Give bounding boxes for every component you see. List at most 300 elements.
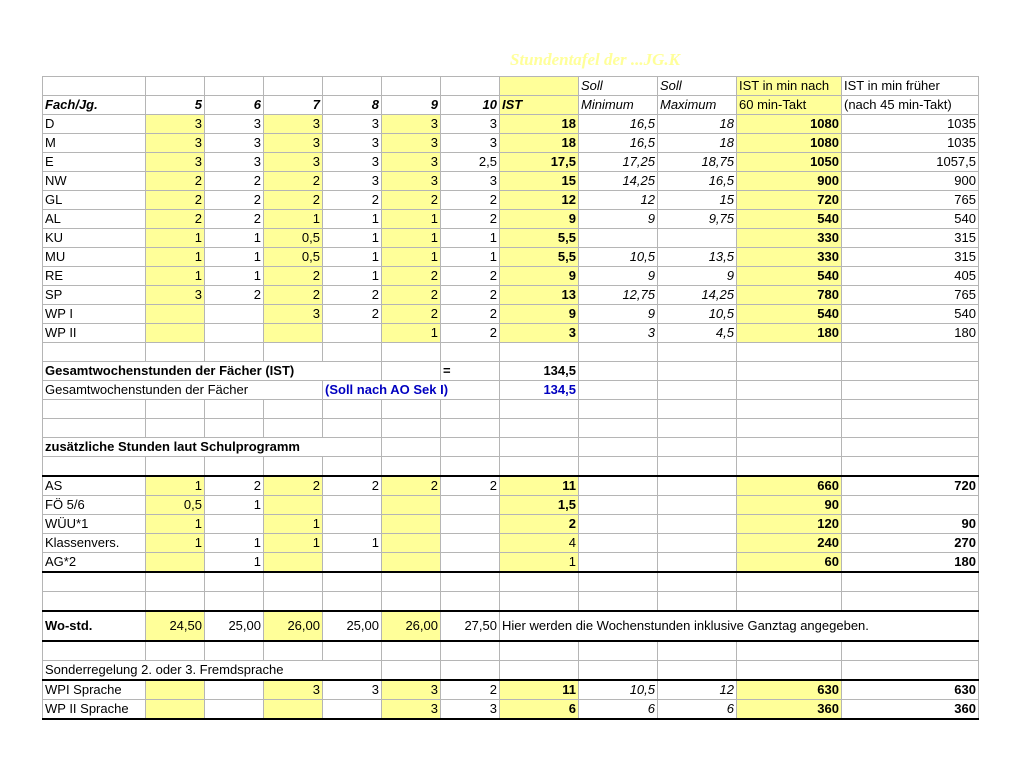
empty-cell[interactable] xyxy=(43,400,146,419)
total-soll-value[interactable]: 134,5 xyxy=(500,381,579,400)
empty-cell[interactable] xyxy=(842,419,979,438)
subject-name[interactable]: WP II xyxy=(43,324,146,343)
grade-hours[interactable]: 1 xyxy=(264,534,323,553)
grade-hours[interactable]: 3 xyxy=(323,680,382,700)
grade-hours[interactable]: 3 xyxy=(205,115,264,134)
ist-min-60[interactable]: 1050 xyxy=(737,153,842,172)
grade-hours[interactable] xyxy=(146,305,205,324)
grade-hours[interactable]: 3 xyxy=(146,153,205,172)
empty-cell[interactable] xyxy=(441,343,500,362)
wostd-value[interactable]: 27,50 xyxy=(441,611,500,641)
empty-cell[interactable] xyxy=(737,572,842,592)
empty-cell[interactable] xyxy=(264,457,323,477)
subject-name[interactable]: E xyxy=(43,153,146,172)
empty-cell[interactable] xyxy=(264,641,323,661)
grade-hours[interactable]: 3 xyxy=(441,700,500,720)
ist-min-60[interactable]: 120 xyxy=(737,515,842,534)
grade-hours[interactable]: 2 xyxy=(205,191,264,210)
grade-hours[interactable]: 2 xyxy=(205,210,264,229)
grade-hours[interactable] xyxy=(323,496,382,515)
empty-cell[interactable] xyxy=(737,457,842,477)
soll-min[interactable]: 3 xyxy=(579,324,658,343)
empty-cell[interactable] xyxy=(323,457,382,477)
ist-min-60[interactable]: 540 xyxy=(737,267,842,286)
total-ist-value[interactable]: 134,5 xyxy=(500,362,579,381)
ist-min-45[interactable]: 360 xyxy=(842,700,979,720)
wostd-label[interactable]: Wo-std. xyxy=(43,611,146,641)
grade-hours[interactable]: 3 xyxy=(205,134,264,153)
empty-cell[interactable] xyxy=(579,592,658,612)
soll-min[interactable]: 10,5 xyxy=(579,248,658,267)
extra-name[interactable]: AG*2 xyxy=(43,553,146,573)
grade-hours[interactable]: 1 xyxy=(382,324,441,343)
grade-hours[interactable]: 2 xyxy=(323,286,382,305)
grade-hours[interactable]: 2 xyxy=(382,191,441,210)
empty-cell[interactable] xyxy=(500,419,579,438)
empty-cell[interactable] xyxy=(323,419,382,438)
grade-hours[interactable]: 1 xyxy=(264,515,323,534)
subject-name[interactable]: MU xyxy=(43,248,146,267)
empty-cell[interactable] xyxy=(842,381,979,400)
ist-total[interactable]: 9 xyxy=(500,267,579,286)
empty-cell[interactable] xyxy=(842,438,979,457)
soll-max[interactable]: 18,75 xyxy=(658,153,737,172)
empty-cell[interactable] xyxy=(579,553,658,573)
empty-cell[interactable] xyxy=(382,592,441,612)
header-ist60[interactable]: 60 min-Takt xyxy=(737,96,842,115)
grade-hours[interactable] xyxy=(382,534,441,553)
empty-cell[interactable] xyxy=(658,400,737,419)
wostd-value[interactable]: 26,00 xyxy=(264,611,323,641)
empty-cell[interactable] xyxy=(842,343,979,362)
empty-cell[interactable] xyxy=(500,457,579,477)
grade-hours[interactable] xyxy=(205,680,264,700)
grade-hours[interactable]: 1 xyxy=(146,534,205,553)
subject-name[interactable]: RE xyxy=(43,267,146,286)
grade-hours[interactable]: 1 xyxy=(382,229,441,248)
empty-cell[interactable] xyxy=(264,592,323,612)
grade-hours[interactable]: 3 xyxy=(382,700,441,720)
grade-hours[interactable]: 3 xyxy=(264,305,323,324)
empty-cell[interactable] xyxy=(205,419,264,438)
soll-max[interactable]: 14,25 xyxy=(658,286,737,305)
empty-cell[interactable] xyxy=(842,661,979,681)
empty-cell[interactable] xyxy=(658,553,737,573)
grade-hours[interactable]: 2 xyxy=(382,267,441,286)
empty-cell[interactable] xyxy=(579,534,658,553)
grade-hours[interactable]: 2 xyxy=(441,305,500,324)
ist-total[interactable]: 9 xyxy=(500,210,579,229)
empty-cell[interactable] xyxy=(658,362,737,381)
extra-name[interactable]: FÖ 5/6 xyxy=(43,496,146,515)
soll-min[interactable]: 16,5 xyxy=(579,134,658,153)
soll-min[interactable]: 14,25 xyxy=(579,172,658,191)
header-ist[interactable]: IST xyxy=(500,96,579,115)
subject-name[interactable]: SP xyxy=(43,286,146,305)
header-empty[interactable] xyxy=(441,77,500,96)
grade-hours[interactable]: 2 xyxy=(264,267,323,286)
empty-cell[interactable] xyxy=(842,641,979,661)
empty-cell[interactable] xyxy=(579,515,658,534)
soll-min[interactable]: 17,25 xyxy=(579,153,658,172)
total-soll-note[interactable]: (Soll nach AO Sek I) xyxy=(323,381,500,400)
empty-cell[interactable] xyxy=(579,496,658,515)
grade-hours[interactable]: 1 xyxy=(205,229,264,248)
grade-hours[interactable] xyxy=(205,324,264,343)
ist-min-60[interactable]: 1080 xyxy=(737,115,842,134)
ist-min-60[interactable]: 630 xyxy=(737,680,842,700)
header-empty[interactable] xyxy=(323,77,382,96)
empty-cell[interactable] xyxy=(737,592,842,612)
grade-hours[interactable]: 2 xyxy=(323,191,382,210)
grade-hours[interactable] xyxy=(146,324,205,343)
empty-cell[interactable] xyxy=(382,419,441,438)
empty-cell[interactable] xyxy=(842,457,979,477)
grade-hours[interactable]: 2 xyxy=(205,476,264,496)
grade-hours[interactable]: 2 xyxy=(264,172,323,191)
grade-hours[interactable]: 2 xyxy=(323,476,382,496)
empty-cell[interactable] xyxy=(146,400,205,419)
grade-hours[interactable]: 2 xyxy=(441,267,500,286)
ist-total[interactable]: 1 xyxy=(500,553,579,573)
grade-hours[interactable] xyxy=(323,700,382,720)
sonder-name[interactable]: WPI Sprache xyxy=(43,680,146,700)
grade-hours[interactable]: 3 xyxy=(146,115,205,134)
empty-cell[interactable] xyxy=(579,381,658,400)
empty-cell[interactable] xyxy=(264,343,323,362)
empty-cell[interactable] xyxy=(43,457,146,477)
subject-name[interactable]: WP I xyxy=(43,305,146,324)
subject-name[interactable]: M xyxy=(43,134,146,153)
grade-hours[interactable]: 1 xyxy=(323,534,382,553)
grade-hours[interactable]: 1 xyxy=(441,248,500,267)
grade-hours[interactable]: 1 xyxy=(323,229,382,248)
header-grade-8[interactable]: 8 xyxy=(323,96,382,115)
header-grade-7[interactable]: 7 xyxy=(264,96,323,115)
ist-total[interactable]: 3 xyxy=(500,324,579,343)
empty-cell[interactable] xyxy=(658,641,737,661)
ist-min-60[interactable]: 240 xyxy=(737,534,842,553)
empty-cell[interactable] xyxy=(737,400,842,419)
grade-hours[interactable]: 3 xyxy=(205,153,264,172)
empty-cell[interactable] xyxy=(441,457,500,477)
grade-hours[interactable]: 3 xyxy=(441,172,500,191)
grade-hours[interactable] xyxy=(441,534,500,553)
grade-hours[interactable]: 2 xyxy=(323,305,382,324)
empty-cell[interactable] xyxy=(658,419,737,438)
grade-hours[interactable]: 1 xyxy=(441,229,500,248)
grade-hours[interactable] xyxy=(323,324,382,343)
soll-min[interactable]: 10,5 xyxy=(579,680,658,700)
header-empty[interactable] xyxy=(382,77,441,96)
grade-hours[interactable]: 3 xyxy=(264,115,323,134)
empty-cell[interactable] xyxy=(382,457,441,477)
header-grade-5[interactable]: 5 xyxy=(146,96,205,115)
grade-hours[interactable] xyxy=(205,515,264,534)
grade-hours[interactable]: 3 xyxy=(323,153,382,172)
grade-hours[interactable]: 2 xyxy=(441,191,500,210)
empty-cell[interactable] xyxy=(658,572,737,592)
soll-max[interactable]: 9 xyxy=(658,267,737,286)
header-grade-6[interactable]: 6 xyxy=(205,96,264,115)
ist-min-60[interactable]: 660 xyxy=(737,476,842,496)
grade-hours[interactable]: 2 xyxy=(441,324,500,343)
ist-min-45[interactable]: 1057,5 xyxy=(842,153,979,172)
empty-cell[interactable] xyxy=(737,343,842,362)
wostd-value[interactable]: 24,50 xyxy=(146,611,205,641)
ist-min-45[interactable]: 180 xyxy=(842,553,979,573)
header-ist60[interactable]: IST in min nach xyxy=(737,77,842,96)
ist-min-60[interactable]: 60 xyxy=(737,553,842,573)
grade-hours[interactable]: 1 xyxy=(146,229,205,248)
grade-hours[interactable] xyxy=(264,496,323,515)
grade-hours[interactable] xyxy=(146,680,205,700)
empty-cell[interactable] xyxy=(737,362,842,381)
grade-hours[interactable]: 1 xyxy=(323,210,382,229)
subject-name[interactable]: AL xyxy=(43,210,146,229)
grade-hours[interactable] xyxy=(323,515,382,534)
ist-total[interactable]: 18 xyxy=(500,134,579,153)
header-empty[interactable] xyxy=(500,77,579,96)
ist-min-45[interactable]: 720 xyxy=(842,476,979,496)
grade-hours[interactable]: 1 xyxy=(205,267,264,286)
empty-cell[interactable] xyxy=(146,419,205,438)
grade-hours[interactable]: 0,5 xyxy=(264,248,323,267)
grade-hours[interactable]: 3 xyxy=(264,680,323,700)
grade-hours[interactable]: 0,5 xyxy=(264,229,323,248)
empty-cell[interactable] xyxy=(658,496,737,515)
wostd-value[interactable]: 25,00 xyxy=(323,611,382,641)
empty-cell[interactable] xyxy=(205,343,264,362)
grade-hours[interactable] xyxy=(323,553,382,573)
grade-hours[interactable] xyxy=(264,700,323,720)
header-grade-9[interactable]: 9 xyxy=(382,96,441,115)
ist-total[interactable]: 11 xyxy=(500,680,579,700)
extra-name[interactable]: WÜU*1 xyxy=(43,515,146,534)
ist-total[interactable]: 15 xyxy=(500,172,579,191)
empty-cell[interactable] xyxy=(500,400,579,419)
grade-hours[interactable]: 3 xyxy=(382,115,441,134)
empty-cell[interactable] xyxy=(579,419,658,438)
empty-cell[interactable] xyxy=(500,592,579,612)
soll-max[interactable]: 13,5 xyxy=(658,248,737,267)
empty-cell[interactable] xyxy=(205,592,264,612)
grade-hours[interactable]: 3 xyxy=(441,134,500,153)
grade-hours[interactable]: 2,5 xyxy=(441,153,500,172)
subject-name[interactable]: GL xyxy=(43,191,146,210)
ist-total[interactable]: 9 xyxy=(500,305,579,324)
ist-min-45[interactable]: 540 xyxy=(842,305,979,324)
ist-total[interactable]: 17,5 xyxy=(500,153,579,172)
grade-hours[interactable]: 2 xyxy=(382,476,441,496)
empty-cell[interactable] xyxy=(146,641,205,661)
grade-hours[interactable] xyxy=(205,700,264,720)
grade-hours[interactable]: 2 xyxy=(264,191,323,210)
grade-hours[interactable]: 3 xyxy=(382,680,441,700)
empty-cell[interactable] xyxy=(737,438,842,457)
ist-min-60[interactable]: 540 xyxy=(737,210,842,229)
wostd-value[interactable]: 26,00 xyxy=(382,611,441,641)
soll-min[interactable]: 9 xyxy=(579,267,658,286)
grade-hours[interactable]: 0,5 xyxy=(146,496,205,515)
empty-cell[interactable] xyxy=(842,592,979,612)
empty-cell[interactable] xyxy=(500,641,579,661)
empty-cell[interactable] xyxy=(658,534,737,553)
ist-total[interactable]: 5,5 xyxy=(500,229,579,248)
ist-min-60[interactable]: 540 xyxy=(737,305,842,324)
subject-name[interactable]: D xyxy=(43,115,146,134)
empty-cell[interactable] xyxy=(500,438,579,457)
grade-hours[interactable]: 3 xyxy=(146,134,205,153)
ist-min-45[interactable]: 765 xyxy=(842,191,979,210)
empty-cell[interactable] xyxy=(205,400,264,419)
header-soll-max[interactable]: Soll xyxy=(658,77,737,96)
empty-cell[interactable] xyxy=(146,457,205,477)
grade-hours[interactable]: 3 xyxy=(382,172,441,191)
grade-hours[interactable] xyxy=(382,496,441,515)
grade-hours[interactable] xyxy=(382,553,441,573)
soll-max[interactable]: 10,5 xyxy=(658,305,737,324)
ist-min-45[interactable]: 1035 xyxy=(842,115,979,134)
wostd-note[interactable]: Hier werden die Wochenstunden inklusive Ganztag angegeben. xyxy=(500,611,979,641)
soll-min[interactable]: 12 xyxy=(579,191,658,210)
grade-hours[interactable] xyxy=(146,553,205,573)
ist-min-45[interactable]: 900 xyxy=(842,172,979,191)
grade-hours[interactable]: 1 xyxy=(205,534,264,553)
empty-cell[interactable] xyxy=(579,476,658,496)
soll-min[interactable] xyxy=(579,229,658,248)
grade-hours[interactable]: 3 xyxy=(323,172,382,191)
empty-cell[interactable] xyxy=(500,343,579,362)
soll-max[interactable]: 12 xyxy=(658,680,737,700)
empty-cell[interactable] xyxy=(382,641,441,661)
grade-hours[interactable] xyxy=(146,700,205,720)
empty-cell[interactable] xyxy=(500,661,579,681)
empty-cell[interactable] xyxy=(737,419,842,438)
ist-min-45[interactable]: 540 xyxy=(842,210,979,229)
ist-total[interactable]: 12 xyxy=(500,191,579,210)
header-empty[interactable] xyxy=(146,77,205,96)
empty-cell[interactable] xyxy=(441,572,500,592)
header-ist45[interactable]: (nach 45 min-Takt) xyxy=(842,96,979,115)
grade-hours[interactable]: 3 xyxy=(382,153,441,172)
ist-min-60[interactable]: 180 xyxy=(737,324,842,343)
ist-min-45[interactable]: 315 xyxy=(842,248,979,267)
empty-cell[interactable] xyxy=(382,400,441,419)
ist-total[interactable]: 2 xyxy=(500,515,579,534)
grade-hours[interactable]: 1 xyxy=(323,267,382,286)
sonder-heading[interactable]: Sonderregelung 2. oder 3. Fremdsprache xyxy=(43,661,382,681)
header-empty[interactable] xyxy=(264,77,323,96)
empty-cell[interactable] xyxy=(658,661,737,681)
empty-cell[interactable] xyxy=(441,419,500,438)
soll-max[interactable] xyxy=(658,229,737,248)
empty-cell[interactable] xyxy=(658,476,737,496)
sonder-name[interactable]: WP II Sprache xyxy=(43,700,146,720)
grade-hours[interactable] xyxy=(441,553,500,573)
empty-cell[interactable] xyxy=(323,572,382,592)
empty-cell[interactable] xyxy=(382,362,441,381)
extra-name[interactable]: Klassenvers. xyxy=(43,534,146,553)
grade-hours[interactable]: 3 xyxy=(323,115,382,134)
empty-cell[interactable] xyxy=(323,592,382,612)
ist-min-60[interactable]: 900 xyxy=(737,172,842,191)
subject-name[interactable]: NW xyxy=(43,172,146,191)
grade-hours[interactable] xyxy=(441,515,500,534)
total-soll-label[interactable]: Gesamtwochenstunden der Fächer xyxy=(43,381,323,400)
grade-hours[interactable]: 3 xyxy=(382,134,441,153)
ist-min-45[interactable]: 405 xyxy=(842,267,979,286)
soll-max[interactable]: 18 xyxy=(658,115,737,134)
soll-max[interactable]: 15 xyxy=(658,191,737,210)
grade-hours[interactable]: 3 xyxy=(146,286,205,305)
soll-min[interactable]: 9 xyxy=(579,210,658,229)
empty-cell[interactable] xyxy=(146,572,205,592)
grade-hours[interactable]: 1 xyxy=(205,553,264,573)
ist-min-60[interactable]: 1080 xyxy=(737,134,842,153)
empty-cell[interactable] xyxy=(737,641,842,661)
grade-hours[interactable]: 2 xyxy=(382,305,441,324)
ist-min-45[interactable]: 90 xyxy=(842,515,979,534)
grade-hours[interactable]: 2 xyxy=(382,286,441,305)
empty-cell[interactable] xyxy=(579,572,658,592)
ist-min-45[interactable]: 630 xyxy=(842,680,979,700)
grade-hours[interactable]: 1 xyxy=(382,210,441,229)
ist-min-45[interactable]: 180 xyxy=(842,324,979,343)
header-soll-min[interactable]: Minimum xyxy=(579,96,658,115)
header-soll-min[interactable]: Soll xyxy=(579,77,658,96)
empty-cell[interactable] xyxy=(737,661,842,681)
grade-hours[interactable]: 1 xyxy=(264,210,323,229)
empty-cell[interactable] xyxy=(441,592,500,612)
empty-cell[interactable] xyxy=(658,592,737,612)
soll-max[interactable]: 6 xyxy=(658,700,737,720)
soll-min[interactable]: 6 xyxy=(579,700,658,720)
empty-cell[interactable] xyxy=(43,343,146,362)
empty-cell[interactable] xyxy=(323,400,382,419)
empty-cell[interactable] xyxy=(441,438,500,457)
ist-min-60[interactable]: 360 xyxy=(737,700,842,720)
header-soll-max[interactable]: Maximum xyxy=(658,96,737,115)
total-eq[interactable]: = xyxy=(441,362,500,381)
empty-cell[interactable] xyxy=(579,641,658,661)
ist-min-60[interactable]: 780 xyxy=(737,286,842,305)
ist-min-60[interactable]: 330 xyxy=(737,248,842,267)
ist-min-60[interactable]: 720 xyxy=(737,191,842,210)
grade-hours[interactable]: 1 xyxy=(205,496,264,515)
empty-cell[interactable] xyxy=(737,381,842,400)
empty-cell[interactable] xyxy=(441,661,500,681)
empty-cell[interactable] xyxy=(658,515,737,534)
empty-cell[interactable] xyxy=(323,641,382,661)
extra-name[interactable]: AS xyxy=(43,476,146,496)
header-empty[interactable] xyxy=(43,77,146,96)
soll-max[interactable]: 9,75 xyxy=(658,210,737,229)
grade-hours[interactable]: 2 xyxy=(441,476,500,496)
total-ist-label[interactable]: Gesamtwochenstunden der Fächer (IST) xyxy=(43,362,382,381)
grade-hours[interactable]: 3 xyxy=(441,115,500,134)
empty-cell[interactable] xyxy=(579,438,658,457)
empty-cell[interactable] xyxy=(658,381,737,400)
empty-cell[interactable] xyxy=(264,419,323,438)
grade-hours[interactable]: 2 xyxy=(264,286,323,305)
grade-hours[interactable]: 1 xyxy=(382,248,441,267)
grade-hours[interactable]: 2 xyxy=(441,210,500,229)
ist-total[interactable]: 1,5 xyxy=(500,496,579,515)
empty-cell[interactable] xyxy=(146,592,205,612)
empty-cell[interactable] xyxy=(842,572,979,592)
empty-cell[interactable] xyxy=(579,343,658,362)
